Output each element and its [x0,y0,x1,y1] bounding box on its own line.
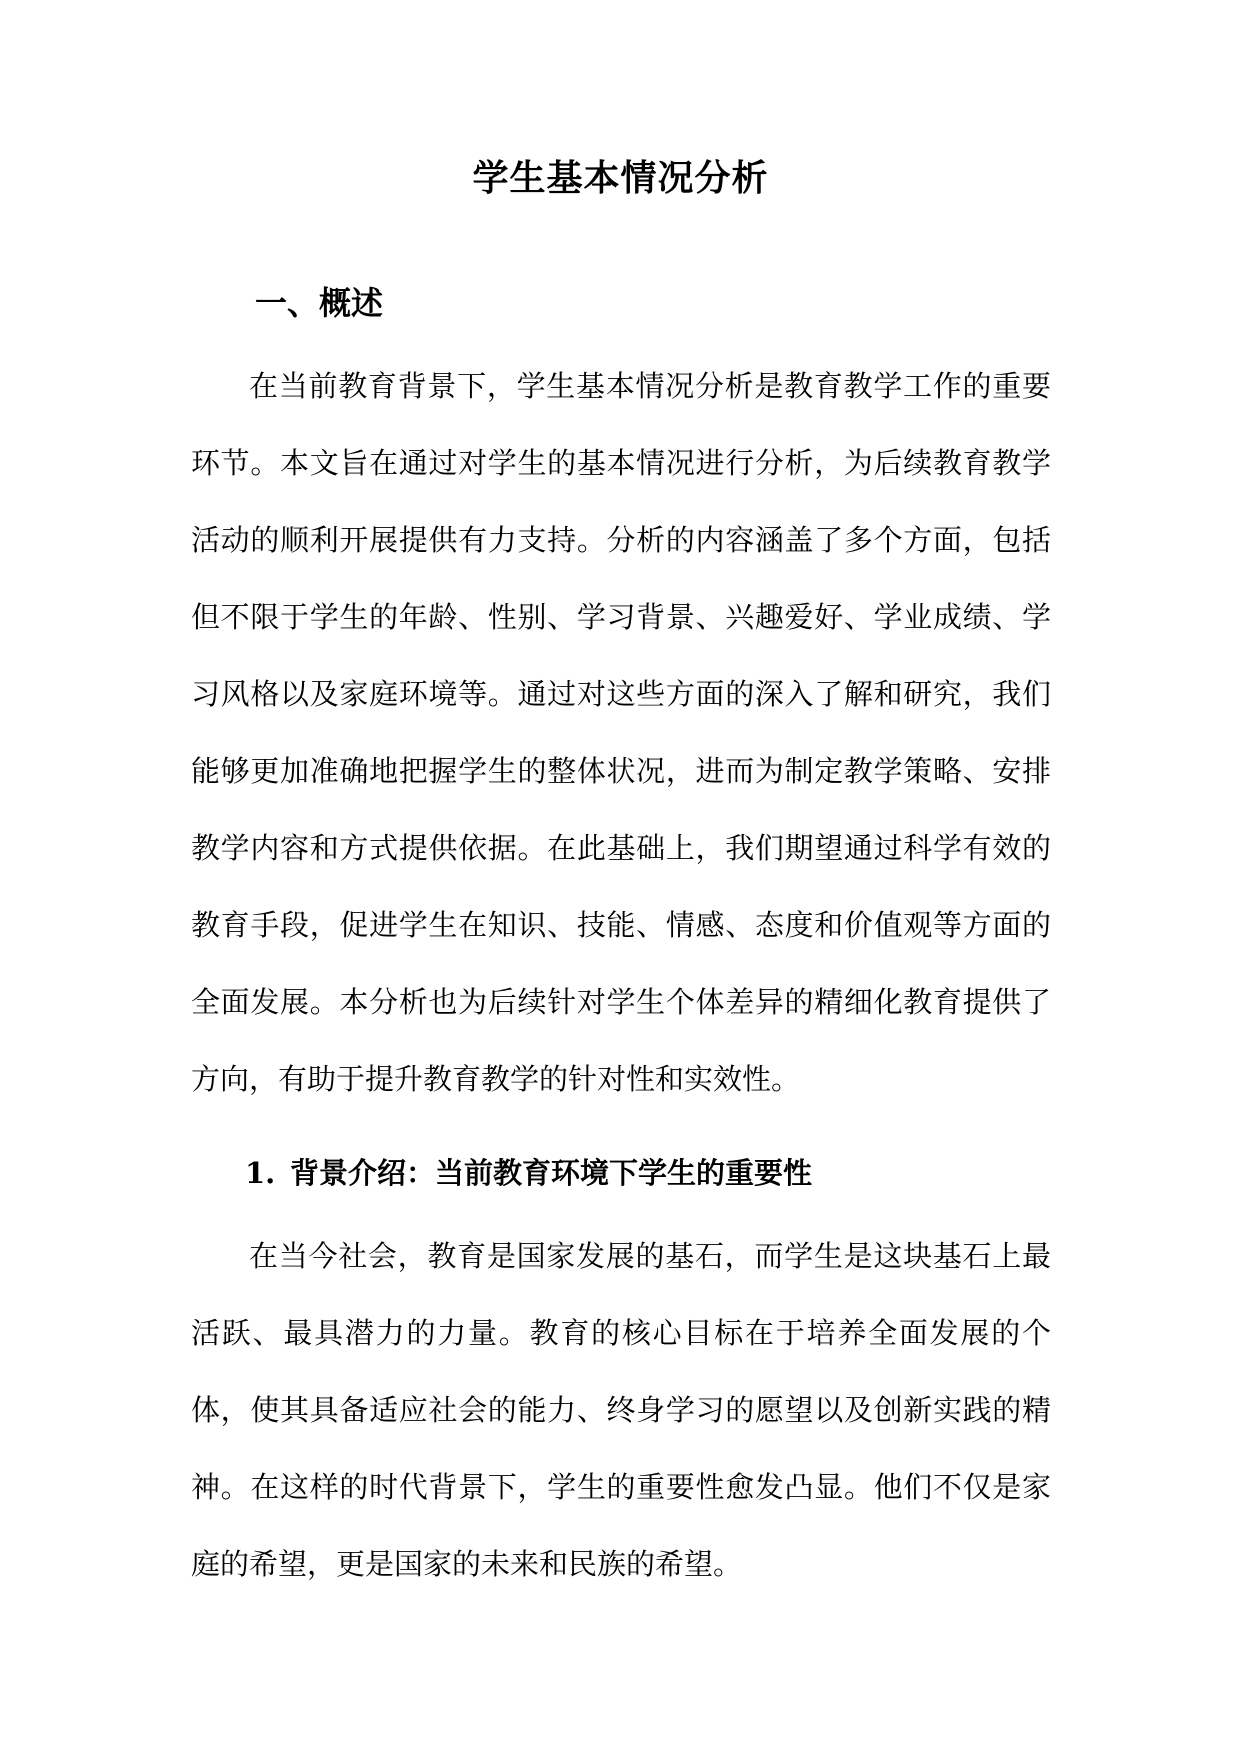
subsection-title: 背景介绍：当前教育环境下学生的重要性 [290,1156,813,1190]
subsection-number: 1. [245,1156,276,1190]
document-title: 学生基本情况分析 [472,157,769,199]
overview-paragraph: 在当前教育背景下，学生基本情况分析是教育教学工作的重要环节。本文旨在通过对学生的基本情况进行分析，为后续教育教学活动的顺利开展提供有力支持。分析的内容涵盖了多个方面，包括但不限于学生的年龄、性别、学习背景、兴趣爱好、学业成绩、学习风格以及家庭环境等。通过对这些方面的深入了解和研究，我们能够更加准确地把握学生的整体状况，进而为制定教学策略、安排教学内容和方式提供依据。在此基础上，我们期望通过科学有效的教育手段，促进学生在知识、技能、情感、态度和价值观等方面的全面发展。本分析也为后续针对学生个体差异的精细化教育提供了方向，有助于提升教育教学的针对性和实效性。 [191,369,1051,1096]
subsection-heading-background [245,1148,812,1198]
background-paragraph: 在当今社会，教育是国家发展的基石，而学生是这块基石上最活跃、最具潜力的力量。教育的核心目标在于培养全面发展的个体，使其具备适应社会的能力、终身学习的愿望以及创新实践的精神。在这样的时代背景下，学生的重要性愈发凸显。他们不仅是家庭的希望，更是国家的未来和民族的希望。 [191,1239,1051,1581]
section-heading-overview: 一、概述 [255,284,384,322]
